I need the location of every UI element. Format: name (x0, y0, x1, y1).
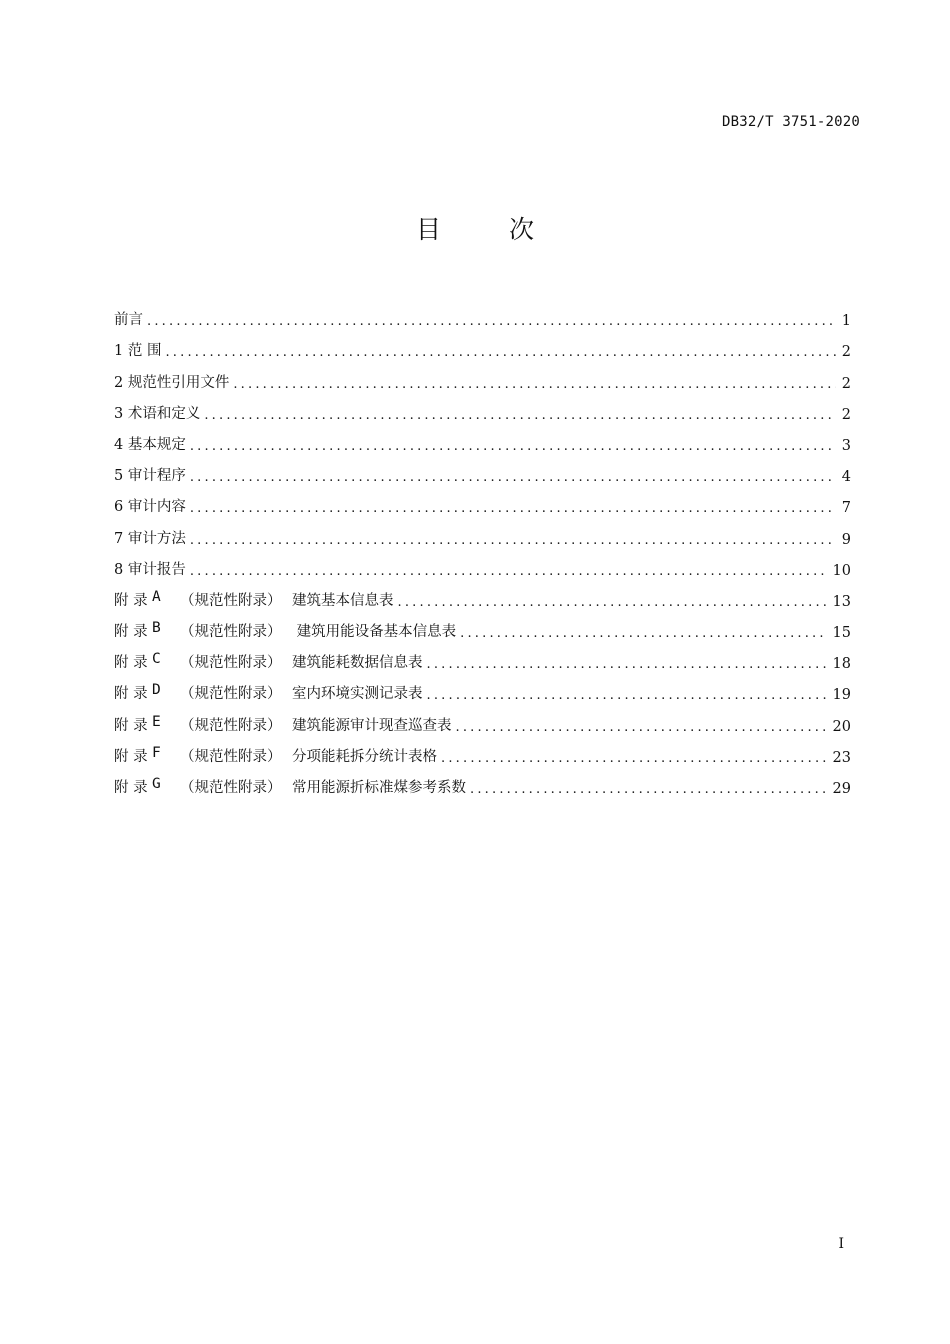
leader-dots (190, 564, 827, 579)
leader-dots (190, 533, 836, 548)
leader-dots (456, 720, 827, 735)
leader-dots (204, 408, 835, 423)
appendix-label (114, 776, 470, 797)
toc-entry-page: 7 (841, 500, 851, 517)
toc-entry[interactable] (114, 548, 851, 579)
toc-entry-page: 2 (841, 406, 851, 423)
appendix-prefix: 附 录 (114, 686, 148, 703)
appendix-prefix: 附 录 (114, 748, 148, 765)
appendix-letter: A (152, 588, 161, 605)
toc-entry[interactable] (114, 516, 851, 547)
appendix-prefix: 附 录 (114, 717, 148, 734)
toc-entry-page: 23 (832, 749, 851, 766)
appendix-title: 分项能耗拆分统计表格 (292, 748, 437, 765)
appendix-prefix: 附 录 (114, 592, 148, 609)
page-folio: I (838, 1236, 844, 1252)
leader-dots (398, 595, 827, 610)
appendix-type: （规范性附录） (180, 655, 282, 672)
toc-appendix-entry[interactable] (114, 610, 851, 641)
appendix-label (114, 620, 460, 641)
leader-dots (427, 657, 827, 672)
appendix-title: 建筑能耗数据信息表 (292, 655, 423, 672)
toc-entry[interactable] (114, 329, 851, 360)
toc-appendix-entry[interactable] (114, 703, 851, 734)
leader-dots (190, 501, 836, 516)
appendix-label (114, 745, 441, 766)
appendix-letter: F (152, 744, 161, 761)
toc-appendix-entry[interactable] (114, 735, 851, 766)
toc-appendix-entry[interactable] (114, 766, 851, 797)
toc-appendix-entry[interactable] (114, 579, 851, 610)
appendix-title: 建筑基本信息表 (292, 592, 394, 609)
toc-entry-page: 13 (832, 593, 851, 610)
toc-entry[interactable] (114, 298, 851, 329)
toc-entry-label: 前言 (114, 312, 143, 329)
appendix-type: （规范性附录） (180, 686, 282, 703)
toc-entry-label: 8 审计报告 (114, 561, 186, 578)
toc-entry[interactable] (114, 423, 851, 454)
toc-entry-page: 2 (841, 375, 851, 392)
appendix-title: 建筑能源审计现查巡查表 (292, 717, 452, 734)
toc-entry[interactable] (114, 392, 851, 423)
leader-dots (190, 470, 836, 485)
toc-entry-label: 2 规范性引用文件 (114, 374, 230, 391)
page-title (0, 210, 950, 246)
leader-dots (460, 626, 826, 641)
leader-dots (233, 377, 835, 392)
toc-entry-page: 3 (841, 437, 851, 454)
toc-entry-label: 7 审计方法 (114, 530, 186, 547)
toc-entry-page: 29 (832, 781, 851, 797)
appendix-title: 建筑用能设备基本信息表 (292, 624, 457, 641)
toc-entry-page: 4 (841, 469, 851, 486)
toc-entry-page: 1 (841, 313, 851, 330)
toc-entry-page: 19 (832, 687, 851, 704)
leader-dots (427, 688, 827, 703)
appendix-type: （规范性附录） (180, 592, 282, 609)
title-char-2: 次 (508, 215, 534, 244)
leader-dots (165, 345, 835, 360)
title-char-1: 目 (416, 215, 442, 244)
toc-entry[interactable] (114, 454, 851, 485)
appendix-type: （规范性附录） (180, 624, 282, 641)
appendix-letter: G (152, 776, 161, 792)
appendix-type: （规范性附录） (180, 717, 282, 734)
toc-entry-label: 5 审计程序 (114, 468, 186, 485)
leader-dots (147, 314, 836, 329)
toc-entry-page: 2 (841, 344, 851, 361)
appendix-label (114, 714, 456, 735)
toc-entry-page: 10 (832, 562, 851, 579)
appendix-type: （规范性附录） (180, 748, 282, 765)
toc-appendix-entry[interactable] (114, 641, 851, 672)
appendix-prefix: 附 录 (114, 624, 148, 641)
leader-dots (190, 439, 836, 454)
toc-entry[interactable] (114, 485, 851, 516)
leader-dots (441, 751, 827, 766)
appendix-type: （规范性附录） (180, 780, 282, 796)
appendix-letter: C (152, 651, 161, 668)
toc-entry-page: 9 (841, 531, 851, 548)
toc-appendix-entry[interactable] (114, 672, 851, 703)
appendix-label (114, 682, 427, 703)
appendix-label (114, 651, 427, 672)
toc-entry-label: 1 范 围 (114, 343, 162, 360)
toc-entry-label: 4 基本规定 (114, 436, 186, 453)
appendix-prefix: 附 录 (114, 780, 148, 796)
toc-entry-label: 3 术语和定义 (114, 405, 201, 422)
toc-entry-label: 6 审计内容 (114, 499, 186, 516)
leader-dots (470, 782, 827, 797)
standard-code: DB32/T 3751-2020 (721, 114, 860, 130)
appendix-letter: E (152, 713, 161, 730)
appendix-letter: D (152, 682, 161, 699)
appendix-label (114, 589, 398, 610)
appendix-title: 室内环境实测记录表 (292, 686, 423, 703)
toc-entry-page: 15 (832, 625, 851, 642)
appendix-title: 常用能源折标准煤参考系数 (292, 780, 466, 796)
toc-entry-page: 18 (832, 656, 851, 673)
appendix-letter: B (152, 620, 161, 637)
toc-entry-page: 20 (832, 718, 851, 735)
table-of-contents (114, 298, 851, 797)
toc-entry[interactable] (114, 360, 851, 391)
appendix-prefix: 附 录 (114, 655, 148, 672)
